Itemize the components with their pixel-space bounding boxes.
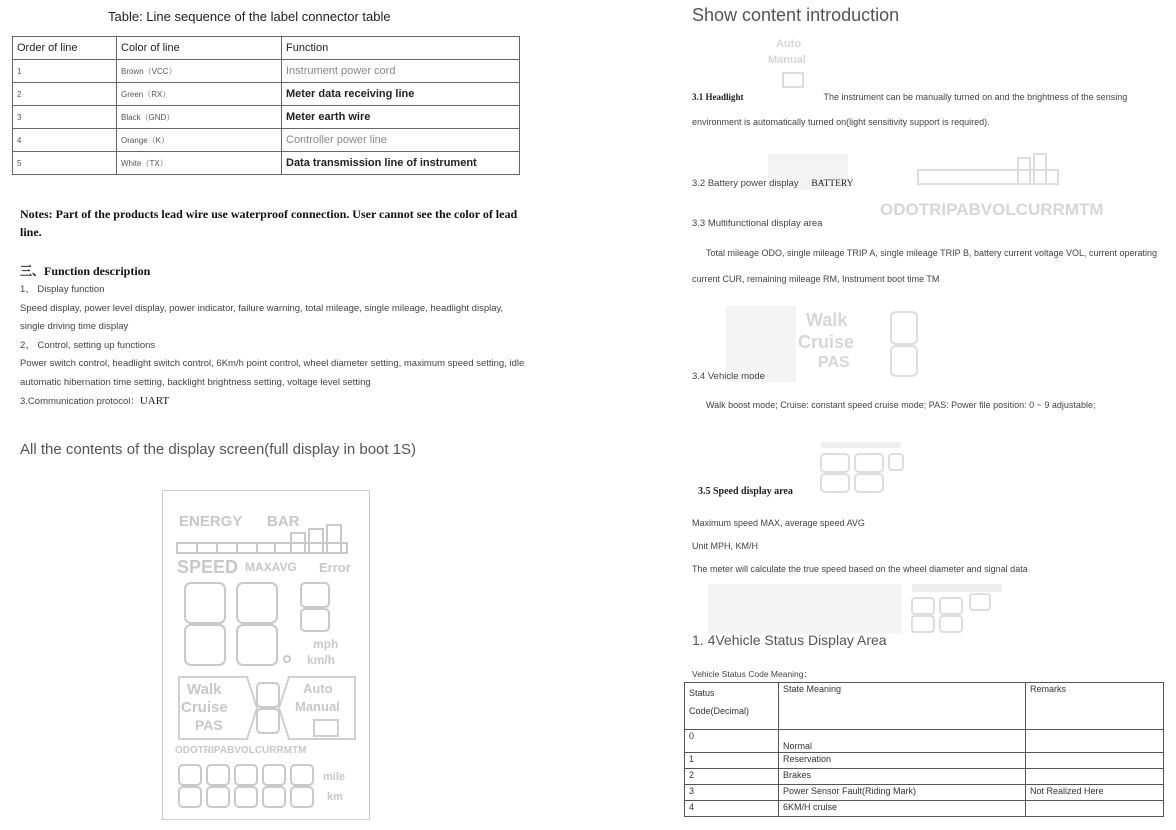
- lcd-speed-label: SPEED: [177, 557, 239, 577]
- status-remarks-cell: Not Realized Here: [1026, 785, 1164, 801]
- headlight-icon: [313, 719, 339, 737]
- headlight-text: The instrument can be manually turned on and the brightness of the sensing environment is automatically turned on(light sensitivity support is required).: [692, 92, 1128, 127]
- lcd-pas-label: PAS: [195, 717, 223, 733]
- status-caption: Vehicle Status Code Meaning：: [692, 669, 813, 679]
- control-function-heading: 2、 Control, setting up functions: [20, 339, 156, 351]
- lcd-auto-label: Auto: [303, 681, 333, 696]
- lcd-odometer-digits: [177, 763, 317, 811]
- section-battery: [692, 178, 854, 189]
- function-cell: Instrument power cord: [282, 60, 520, 83]
- function-cell: Data transmission line of instrument: [282, 152, 520, 175]
- color-cell: Green（RX）: [117, 83, 282, 106]
- table-row: [13, 106, 520, 129]
- status-code-cell: 3: [685, 785, 779, 801]
- protocol-line: [20, 392, 525, 412]
- lcd-trip-labels: ODOTRIPABVOLCURRMTM: [175, 745, 307, 756]
- headlight-label: 3.1 Headlight: [692, 92, 744, 102]
- table-row: [685, 785, 1164, 801]
- status-header-row: [685, 683, 1164, 730]
- speed-unit-text: Unit MPH, KM/H: [692, 541, 759, 551]
- right-page-title: Show content introduction: [692, 5, 900, 25]
- order-cell: 5: [13, 152, 117, 175]
- status-remarks-cell: [1026, 801, 1164, 817]
- order-cell: 2: [13, 83, 117, 106]
- lcd-error-label: Error: [319, 560, 351, 575]
- order-cell: 4: [13, 129, 117, 152]
- control-function-text: Power switch control, headlight switch control, 6Km/h point control, wheel diameter setting, maximum speed setting, idle automatic hibernation time setting, backlight brightness setting, voltage level setting: [20, 358, 525, 388]
- color-cell: Black（GND）: [117, 106, 282, 129]
- multifunction-lcd-crop: ODOTRIPABVOLCURRMTM: [880, 200, 1104, 219]
- status-lcd-crop: [708, 580, 1008, 636]
- multifunction-label: 3.3 Multifunctional display area: [692, 218, 823, 229]
- vehicle-mode-label: 3.4 Vehicle mode: [692, 371, 765, 382]
- table-row: [13, 129, 520, 152]
- color-cell: White（TX）: [117, 152, 282, 175]
- battery-value: BATTERY: [811, 179, 854, 189]
- table-row: [13, 60, 520, 83]
- lcd-energy-label: ENERGY: [179, 513, 243, 530]
- speed-area-lcd-crop: [815, 440, 915, 496]
- status-meaning-cell: Power Sensor Fault(Riding Mark): [779, 785, 1026, 801]
- status-remarks-cell: [1026, 769, 1164, 785]
- section-headlight: [692, 85, 1152, 135]
- order-cell: 3: [13, 106, 117, 129]
- header-color: Color of line: [117, 37, 282, 60]
- table-row: [685, 801, 1164, 817]
- crop-auto-label: Auto: [776, 38, 802, 50]
- vehicle-mode-text: Walk boost mode; Cruise: constant speed cruise mode; PAS: Power file position: 0 ~ 9 adjustable;: [706, 400, 1096, 410]
- order-cell: 1: [13, 60, 117, 83]
- table-header-row: [13, 37, 520, 60]
- notes-text: Notes: Part of the products lead wire use waterproof connection. User cannot see the color of lead line.: [20, 207, 518, 239]
- crop-walk-label: Walk: [806, 310, 848, 330]
- status-remarks-cell: [1026, 753, 1164, 769]
- speed-max-avg-text: Maximum speed MAX, average speed AVG: [692, 518, 865, 528]
- header-order: Order of line: [13, 37, 117, 60]
- lcd-full-display: [162, 490, 370, 820]
- lcd-battery-bars: [175, 523, 359, 555]
- status-meaning-cell: Brakes: [779, 769, 1026, 785]
- table-row: [685, 730, 1164, 753]
- function-cell: Meter data receiving line: [282, 83, 520, 106]
- lcd-km-label: km: [327, 791, 343, 803]
- color-cell: Brown（VCC）: [117, 60, 282, 83]
- protocol-label: 3.Communication protocol：: [20, 396, 140, 407]
- display-contents-heading: All the contents of the display screen(full display in boot 1S): [20, 441, 417, 458]
- display-function-text: Speed display, power level display, power indicator, failure warning, total mileage, single mileage, headlight display, single driving time display: [20, 302, 504, 332]
- status-code-cell: 0: [685, 730, 779, 753]
- status-code-table: [684, 682, 1164, 817]
- connector-table-title: Table: Line sequence of the label connector table: [108, 9, 391, 24]
- lcd-manual-label: Manual: [295, 699, 340, 714]
- status-remarks-cell: [1026, 730, 1164, 753]
- lcd-walk-label: Walk: [187, 681, 222, 698]
- lcd-bar-label: BAR: [267, 513, 300, 530]
- lcd-cruise-label: Cruise: [181, 699, 228, 716]
- function-cell: Meter earth wire: [282, 106, 520, 129]
- lcd-mile-label: mile: [323, 771, 346, 783]
- table-row: [685, 753, 1164, 769]
- status-meaning-cell: 6KM/H cruise: [779, 801, 1026, 817]
- lcd-mph-label: mph: [313, 637, 339, 651]
- crop-cruise-label: Cruise: [798, 332, 855, 352]
- crop-mode-digit: [888, 310, 922, 380]
- status-code-cell: 2: [685, 769, 779, 785]
- status-header-remarks: Remarks: [1026, 683, 1164, 730]
- crop-pas-label: PAS: [818, 354, 850, 371]
- connector-table: [12, 36, 520, 175]
- lcd-maxavg-label: MAXAVG: [245, 560, 297, 574]
- status-code-cell: 4: [685, 801, 779, 817]
- lcd-kmh-label: km/h: [307, 653, 336, 667]
- status-header-code: Status Code(Decimal): [685, 683, 779, 730]
- function-description-title: 三、Function description: [20, 264, 151, 278]
- status-header-meaning: State Meaning: [779, 683, 1026, 730]
- table-row: [13, 83, 520, 106]
- headlight-lcd-crop: [760, 36, 838, 92]
- color-cell: Orange（K）: [117, 129, 282, 152]
- table-row: [685, 769, 1164, 785]
- function-list: [20, 281, 525, 412]
- multifunction-text: Total mileage ODO, single mileage TRIP A, single mileage TRIP B, battery current voltage VOL, current operating current CUR, remaining mileage RM, Instrument boot time TM: [692, 248, 1158, 284]
- status-meaning-cell: Reservation: [779, 753, 1026, 769]
- crop-manual-label: Manual: [768, 54, 806, 66]
- status-meaning-cell: Normal: [779, 730, 1026, 753]
- display-function-heading: 1、 Display function: [20, 284, 105, 295]
- speed-area-label: 3.5 Speed display area: [698, 486, 793, 497]
- battery-label: 3.2 Battery power display: [692, 178, 799, 189]
- speed-area-text: [692, 512, 1162, 581]
- header-function: Function: [282, 37, 520, 60]
- speed-calc-text: The meter will calculate the true speed based on the wheel diameter and signal data: [692, 564, 1028, 574]
- protocol-value: UART: [139, 395, 170, 407]
- function-cell: Controller power line: [282, 129, 520, 152]
- table-row: [13, 152, 520, 175]
- status-area-title: 1. 4Vehicle Status Display Area: [692, 632, 887, 648]
- status-code-cell: 1: [685, 753, 779, 769]
